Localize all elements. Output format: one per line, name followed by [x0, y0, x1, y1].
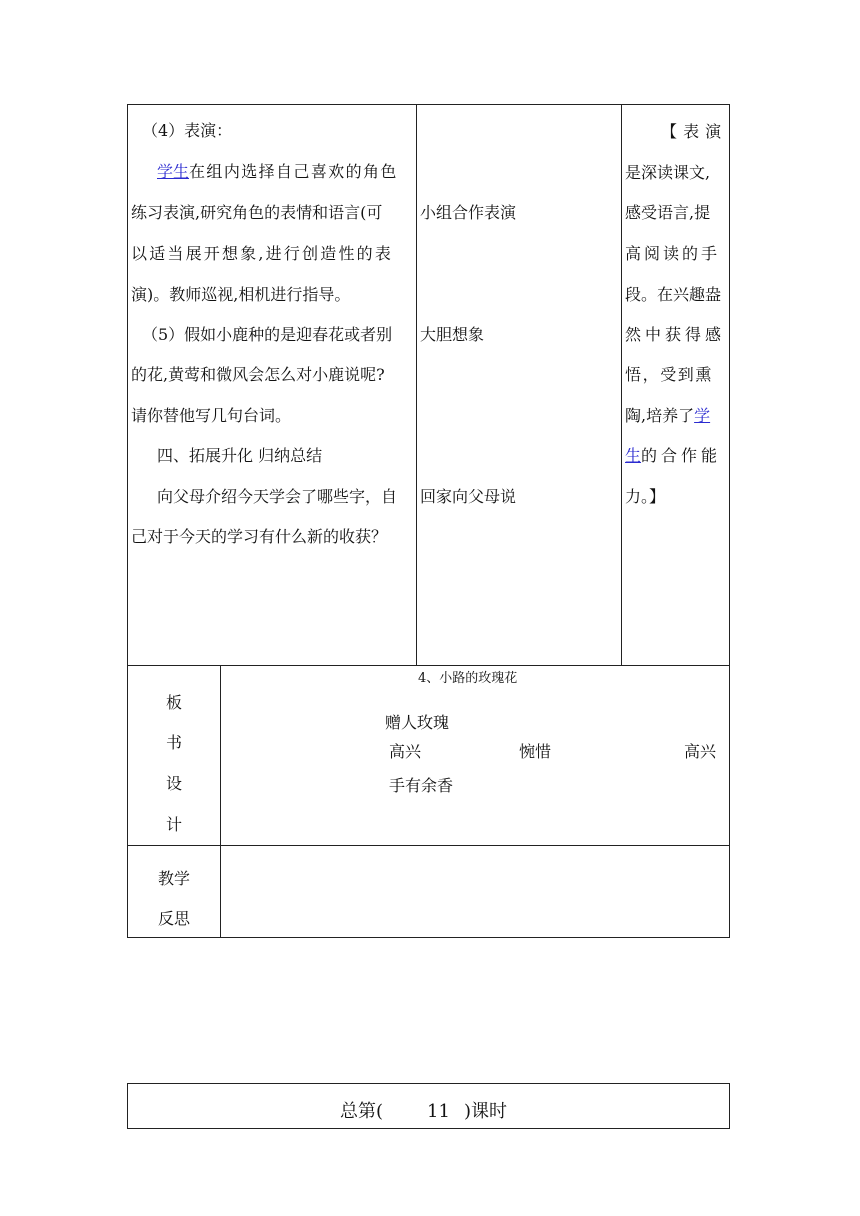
table-border-right [729, 104, 730, 938]
board-line-gift-roses: 赠人玫瑰 [385, 713, 450, 732]
board-label-4: 计 [166, 815, 183, 834]
intent-line9 [625, 446, 721, 466]
intent-line10: 力。】 [625, 487, 666, 506]
step4-line3: 以适当展开想象,进行创造性的表 [131, 244, 394, 263]
step4-line1-text: 在组内选择自己喜欢的角色 [189, 162, 398, 181]
table-border-bottom [127, 937, 730, 938]
student-link[interactable]: 学生 [157, 162, 190, 181]
step5-line3: 请你替他写几句台词。 [131, 406, 292, 425]
board-title: 4、小路的玫瑰花 [418, 671, 518, 686]
step4-line4: 演)。教师巡视,相机进行指导。 [131, 285, 351, 304]
activity-tell-parents: 回家向父母说 [420, 487, 517, 506]
count-number: 11 [427, 1101, 450, 1122]
activity-group-performance: 小组合作表演 [420, 203, 517, 222]
intent-line5: 段。在兴趣盎 [625, 285, 722, 304]
count-box-right [729, 1083, 730, 1129]
board-label-3: 设 [166, 774, 183, 793]
intent-line8 [625, 406, 710, 426]
table-border-row1 [127, 665, 730, 666]
step4-line2: 练习表演,研究角色的表情和语言(可 [131, 203, 383, 222]
reflection-label-1: 教学 [158, 869, 191, 888]
intent-line3: 感受语言,提 [625, 203, 711, 222]
board-line-fragrance: 手有余香 [389, 776, 454, 795]
intent-line7: 悟，受到熏 [625, 365, 714, 384]
reflection-label-2: 反思 [158, 909, 191, 928]
step4-line1 [157, 162, 398, 182]
intent-line6: 然中获得感 [625, 325, 726, 344]
step5-line1: （5）假如小鹿种的是迎春花或者别 [142, 325, 393, 344]
intent-line9-text: 的合作能 [641, 446, 722, 465]
board-label-1: 板 [166, 693, 183, 712]
step5-line2: 的花,黄莺和微风会怎么对小鹿说呢? [131, 365, 385, 384]
intent-line4: 高阅读的手 [625, 244, 721, 263]
reflection-content-cell[interactable] [221, 846, 729, 937]
table-border-left [127, 104, 128, 938]
count-box-left [127, 1083, 128, 1129]
intent-line8-text: 陶,培养了 [625, 406, 695, 425]
step4-heading: （4）表演： [142, 121, 233, 140]
student-link-b[interactable]: 生 [625, 446, 642, 465]
section4-heading: 四、拓展升化 归纳总结 [157, 446, 323, 465]
intent-line1: 【 表 演 [661, 122, 722, 141]
table-border-top [127, 104, 730, 105]
section4-line1: 向父母介绍今天学会了哪些字，自 [157, 487, 398, 506]
board-label-2: 书 [166, 733, 183, 752]
board-word-happy-2: 高兴 [684, 742, 717, 761]
count-box-bottom [127, 1128, 730, 1129]
table-divider-col1 [416, 104, 417, 666]
count-prefix: 总第( [340, 1101, 384, 1122]
activity-imagine: 大胆想象 [420, 325, 485, 344]
board-word-happy-1: 高兴 [389, 742, 422, 761]
student-link-a[interactable]: 学 [694, 406, 711, 425]
board-word-regret: 惋惜 [519, 742, 552, 761]
table-divider-col2 [621, 104, 622, 666]
intent-line2: 是深读课文, [625, 163, 711, 182]
count-box-top [127, 1083, 730, 1084]
section4-line2: 己对于今天的学习有什么新的收获？ [131, 527, 388, 546]
count-suffix: )课时 [464, 1101, 508, 1122]
